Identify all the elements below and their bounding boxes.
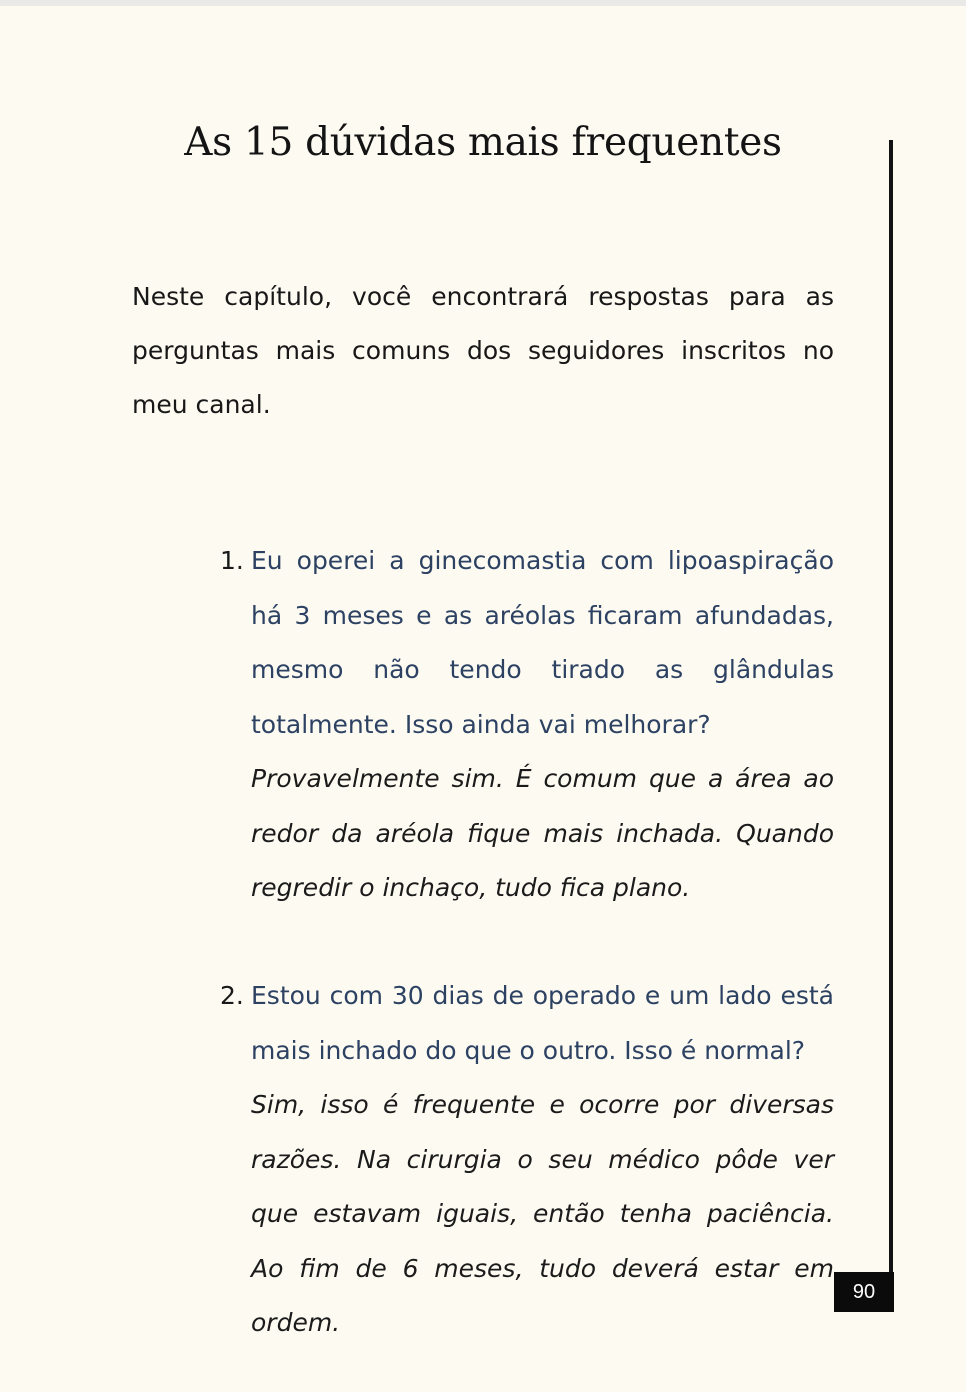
intro-paragraph: Neste capítulo, você encontrará respostas para as perguntas mais comuns dos seguidores inscritos no meu canal. xyxy=(132,282,834,419)
book-page xyxy=(0,6,966,1392)
chapter-title: As 15 dúvidas mais frequentes xyxy=(184,120,782,165)
faq-item-body xyxy=(251,969,834,1351)
faq-item-number: 2. xyxy=(220,981,244,1010)
faq-item-2 xyxy=(220,969,834,1351)
faq-item-1 xyxy=(220,534,834,916)
faq-answer: Sim, isso é frequente e ocorre por diversas razões. Na cirurgia o seu médico pôde ver que estavam iguais, então tenha paciência. Ao fim de 6 meses, tudo deverá estar em ordem. xyxy=(251,1090,834,1337)
faq-item-number: 1. xyxy=(220,546,244,575)
faq-item-body xyxy=(251,534,834,916)
faq-answer: Provavelmente sim. É comum que a área ao redor da aréola fique mais inchada. Quando regredir o inchaço, tudo fica plano. xyxy=(251,764,834,902)
page-number-badge: 90 xyxy=(834,1272,894,1312)
faq-question: Estou com 30 dias de operado e um lado está mais inchado do que o outro. Isso é normal? xyxy=(251,981,834,1065)
faq-question: Eu operei a ginecomastia com lipoaspiração há 3 meses e as aréolas ficaram afundadas, mesmo não tendo tirado as glândulas totalmente. Isso ainda vai melhorar? xyxy=(251,546,834,739)
right-margin-rule xyxy=(889,140,893,1290)
